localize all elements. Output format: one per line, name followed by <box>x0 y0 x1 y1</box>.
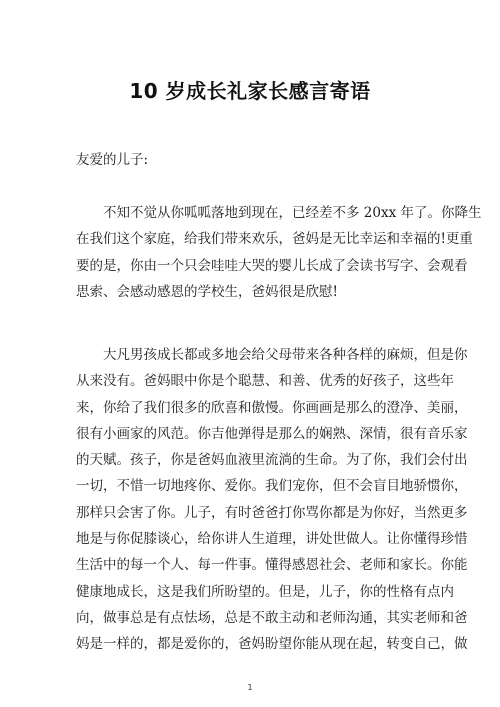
text-line: 生活中的每一个人、每一件事。懂得感恩社会、老师和家长。你能 <box>76 557 468 574</box>
page-number: 1 <box>247 683 253 692</box>
text-line: 大凡男孩成长都或多地会给父母带来各种各样的麻烦，但是你 <box>103 347 468 363</box>
text-line: 向，做事总是有点怯场，总是不敢主动和老师沟通，其实老师和爸 <box>76 609 468 626</box>
document-title: 10 岁成长礼家长感言寄语 <box>129 79 371 103</box>
text-line: 那样只会害了你。儿子，有时爸爸打你骂你都是为你好，当然更多 <box>76 504 468 521</box>
text-line: 一切，不惜一切地疼你、爱你。我们宠你，但不会盲目地骄惯你， <box>76 478 468 495</box>
paragraph-2 <box>76 342 468 658</box>
greeting: 友爱的儿子: <box>76 152 149 168</box>
text-line: 妈是一样的，都是爱你的，爸妈盼望你能从现在起，转变自己，做 <box>76 636 468 653</box>
text-line: 来，你给了我们很多的欣喜和傲慢。你画画是那么的澄净、美丽， <box>76 399 468 416</box>
text-line: 的天赋。孩子，你是爸妈血液里流淌的生命。为了你，我们会付出 <box>76 452 468 469</box>
text-line: 健康地成长，这是我们所盼望的。但是，儿子，你的性格有点内 <box>76 583 454 600</box>
paragraph-1 <box>76 200 482 305</box>
text-line: 思索、会感动感恩的学校生，爸妈很是欣慰! <box>76 283 338 300</box>
text-line: 从来没有。爸妈眼中你是个聪慧、和善、优秀的好孩子，这些年 <box>76 373 454 390</box>
text-line: 很有小画家的风范。你吉他弹得是那么的娴熟、深情，很有音乐家 <box>76 425 468 442</box>
text-line: 不知不觉从你呱呱落地到现在，已经差不多 20xx 年了。你降生 <box>103 205 482 221</box>
text-line: 地是与你促膝谈心，给你讲人生道理，讲处世做人。让你懂得珍惜 <box>76 531 468 548</box>
text-line: 要的是，你由一个只会哇哇大哭的婴儿长成了会读书写字、会观看 <box>76 257 468 274</box>
text-line: 在我们这个家庭，给我们带来欢乐，爸妈是无比幸运和幸福的!更重 <box>76 231 473 248</box>
